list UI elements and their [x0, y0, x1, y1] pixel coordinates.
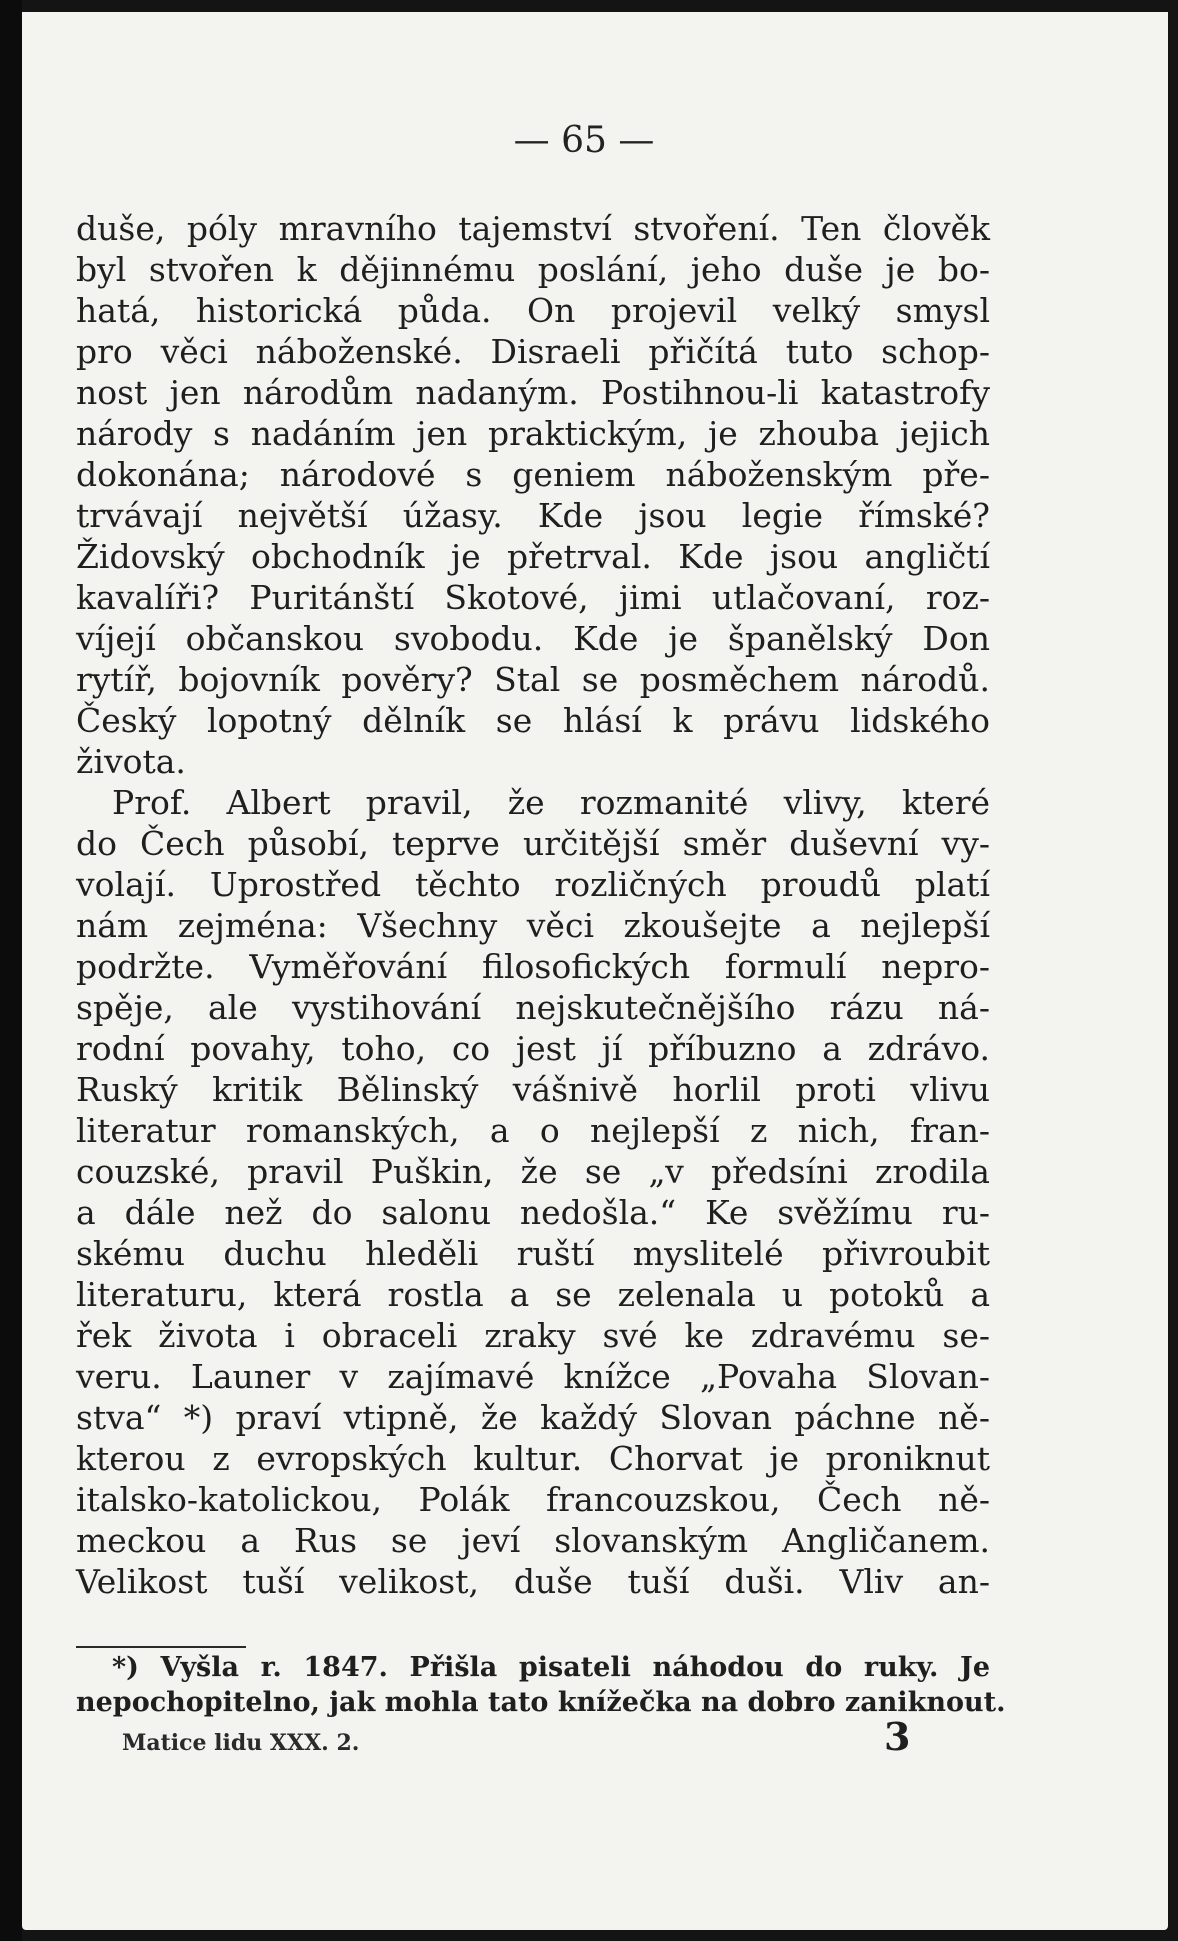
text-line: hatá, historická půda. On projevil velký smysl — [76, 291, 990, 330]
text-line: pro věci náboženské. Disraeli přičítá tuto schop- — [76, 332, 990, 371]
page-number: — 65 — — [513, 120, 655, 161]
text-line: meckou a Rus se jeví slovanským Angličanem. — [76, 1521, 990, 1560]
footnote-line: *) Vyšla r. 1847. Přišla pisateli náhodou do ruky. Je — [112, 1652, 990, 1683]
text-line: spěje, ale vystihování nejskutečnějšího rázu ná- — [76, 988, 990, 1027]
text-line: národy s nadáním jen praktickým, je zhouba jejich — [76, 414, 990, 453]
text-line: rytíř, bojovník pověry? Stal se posměchem národů. — [76, 660, 990, 699]
text-line: stva“ *) praví vtipně, že každý Slovan páchne ně- — [76, 1398, 990, 1437]
footnote — [76, 1650, 1006, 1720]
text-line: rodní povahy, toho, co jest jí příbuzno a zdrávo. — [76, 1029, 990, 1068]
sheet-number: 3 — [884, 1714, 911, 1759]
text-line: nám zejména: Všechny věci zkoušejte a nejlepší — [76, 906, 990, 945]
text-line: duše, póly mravního tajemství stvoření. Ten člověk — [76, 209, 990, 248]
text-line: kterou z evropských kultur. Chorvat je proniknut — [76, 1439, 990, 1478]
printer-signature: Matice lidu XXX. 2. — [122, 1730, 360, 1756]
text-line: volají. Uprostřed těchto rozličných proudů platí — [76, 865, 990, 904]
text-line: dokonána; národové s geniem náboženským pře- — [76, 455, 990, 494]
text-line: a dále než do salonu nedošla.“ Ke svěžímu ru- — [76, 1193, 990, 1232]
text-line: do Čech působí, teprve určitější směr duševní vy- — [76, 824, 990, 863]
text-line: trvávají největší úžasy. Kde jsou legie římské? — [76, 496, 990, 535]
text-line: Židovský obchodník je přetrval. Kde jsou angličtí — [76, 537, 990, 576]
text-line: Velikost tuší velikost, duše tuší duši. Vliv an- — [76, 1562, 990, 1601]
text-line: byl stvořen k dějinnému poslání, jeho duše je bo- — [76, 250, 990, 289]
footnote-divider — [76, 1646, 246, 1648]
text-line: nost jen národům nadaným. Postihnou-li katastrofy — [76, 373, 990, 412]
footnote-line: nepochopitelno, jak mohla tato knížečka na dobro zaniknout. — [76, 1687, 1006, 1718]
scan-edge — [0, 0, 22, 1941]
text-line: literatur romanských, a o nejlepší z nich, fran- — [76, 1111, 990, 1150]
text-line: Ruský kritik Bělinský vášnivě horlil proti vlivu — [76, 1070, 990, 1109]
text-line: veru. Launer v zajímavé knížce „Povaha Slovan- — [76, 1357, 990, 1396]
body-text — [76, 208, 990, 1602]
text-line: řek života i obraceli zraky své ke zdravému se- — [76, 1316, 990, 1355]
text-line: italsko-katolickou, Polák francouzskou, Čech ně- — [76, 1480, 990, 1519]
text-line: couzské, pravil Puškin, že se „v předsíni zrodila — [76, 1152, 990, 1191]
text-line: Prof. Albert pravil, že rozmanité vlivy, které — [112, 783, 990, 822]
text-line: víjejí občanskou svobodu. Kde je španělský Don — [76, 619, 990, 658]
text-line: podržte. Vyměřování filosofických formulí nepro- — [76, 947, 990, 986]
book-page — [22, 12, 1168, 1930]
text-line: Český lopotný dělník se hlásí k právu lidského — [76, 701, 990, 740]
text-line: kavalíři? Puritánští Skotové, jimi utlačovaní, roz- — [76, 578, 990, 617]
text-line: života. — [76, 742, 186, 781]
text-line: skému duchu hleděli ruští myslitelé přivroubit — [76, 1234, 990, 1273]
text-line: literaturu, která rostla a se zelenala u potoků a — [76, 1275, 990, 1314]
